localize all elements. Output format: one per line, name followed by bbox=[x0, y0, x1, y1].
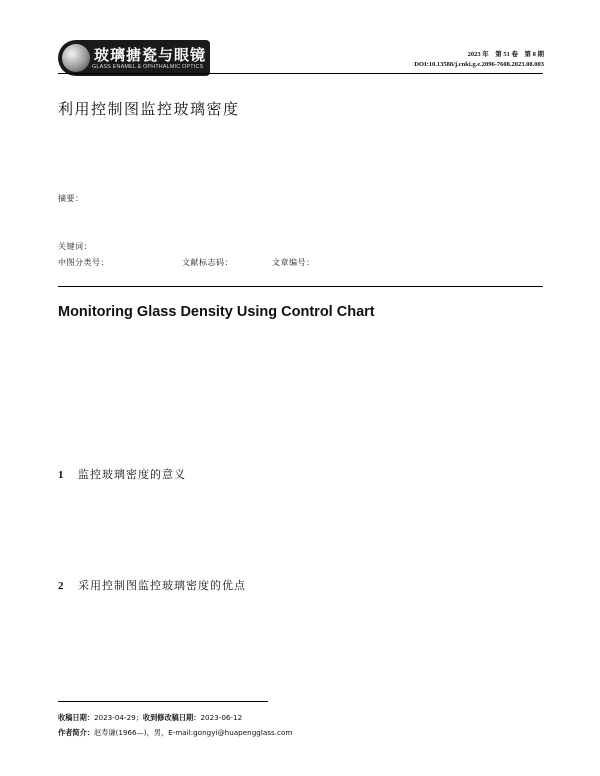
keywords-label: 关键词： bbox=[58, 242, 92, 251]
section-heading-2 bbox=[58, 577, 246, 593]
meta-rule bbox=[58, 286, 543, 287]
journal-subtitle: GLASS ENAMEL & OPHTHALMIC OPTICS bbox=[92, 64, 204, 70]
author-info bbox=[58, 728, 292, 738]
footnote-rule bbox=[58, 701, 268, 702]
article-title-en: Monitoring Glass Density Using Control Chart bbox=[58, 304, 375, 320]
section-title: 采用控制图监控玻璃密度的优点 bbox=[78, 579, 246, 592]
author-label: 作者简介： bbox=[58, 728, 94, 737]
article-id-label: 文章编号： bbox=[272, 258, 315, 267]
received-label: 收稿日期： bbox=[58, 713, 94, 722]
journal-logo bbox=[58, 40, 210, 76]
issue-line: 2023 年 第 51 卷 第 8 期 bbox=[467, 51, 544, 58]
author-text: 赵寿谦(1966—)，男，E-mail:gongyi@huapengglass.com bbox=[93, 728, 293, 737]
section-heading-1 bbox=[58, 466, 186, 482]
journal-name: 玻璃搪瓷与眼镜 bbox=[94, 46, 207, 64]
header-rule bbox=[58, 73, 543, 74]
revised-date: 2023-06-12 bbox=[200, 713, 243, 722]
article-title-cn: 利用控制图监控玻璃密度 bbox=[58, 100, 240, 118]
section-number: 2 bbox=[58, 580, 65, 592]
received-dates bbox=[58, 713, 242, 723]
clc-number-label: 中图分类号： bbox=[58, 258, 109, 267]
received-date: 2023-04-29； bbox=[93, 713, 143, 722]
section-number: 1 bbox=[58, 469, 65, 481]
section-title: 监控玻璃密度的意义 bbox=[78, 468, 186, 481]
revised-label: 收到修改稿日期： bbox=[142, 713, 201, 722]
document-code-label: 文献标志码： bbox=[182, 258, 233, 267]
lens-emblem-icon bbox=[62, 44, 90, 72]
doi-line: DOI:10.13588/j.cnki.g.e.2096-7608.2023.08.003 bbox=[414, 61, 544, 68]
abstract-label: 摘要： bbox=[58, 194, 84, 203]
